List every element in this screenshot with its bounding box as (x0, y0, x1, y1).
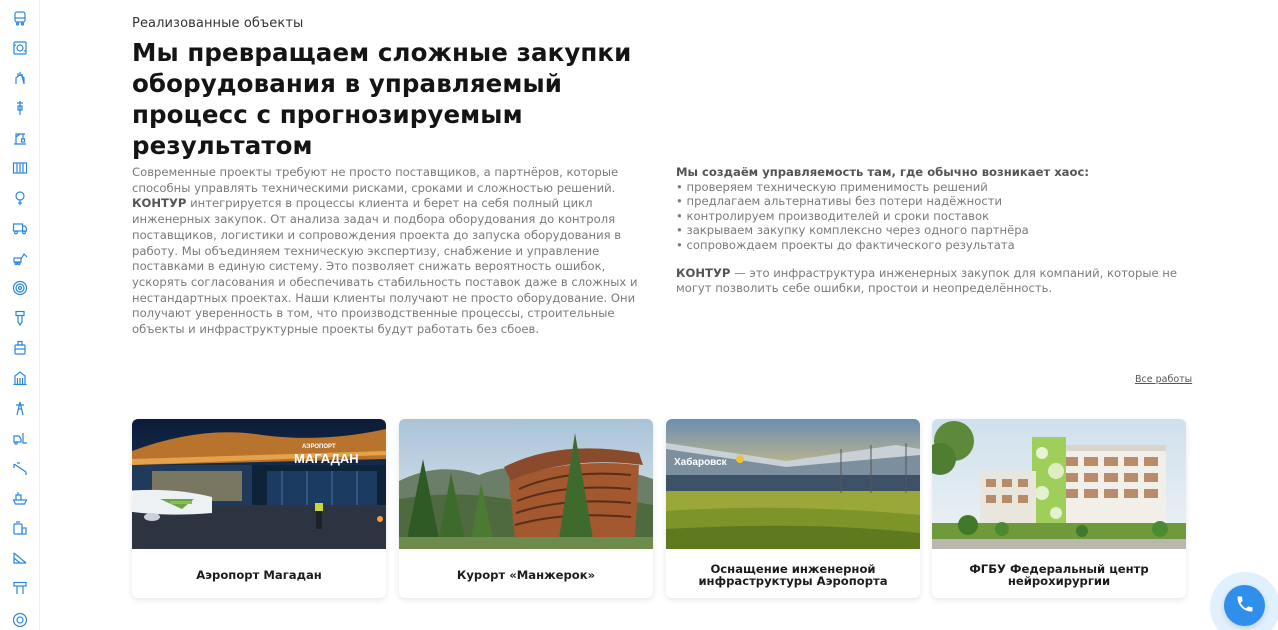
value-list (676, 180, 1196, 253)
projects-grid (132, 419, 1186, 599)
phone-icon (1235, 594, 1255, 618)
airport-sign-small: АЭРОПОРТ (302, 444, 336, 450)
project-title: Курорт «Манжерок» (456, 567, 596, 582)
value-outro (676, 266, 1196, 295)
drill-icon[interactable] (12, 310, 28, 326)
brand-name: КОНТУР (132, 196, 187, 211)
all-works-link[interactable]: Все работы (1135, 374, 1193, 385)
project-image-neurosurgery (932, 419, 1186, 549)
pylon-icon[interactable] (12, 400, 28, 416)
airport-sign: МАГАДАН (294, 451, 359, 466)
project-title: Оснащение инженерной инфраструктуры Аэропорта (698, 561, 888, 588)
project-image-magadan (132, 419, 386, 549)
forklift-icon[interactable] (12, 430, 28, 446)
project-card-manzherok[interactable] (399, 419, 653, 598)
crane-icon[interactable] (12, 130, 28, 146)
conveyor-icon[interactable] (12, 460, 28, 476)
call-button[interactable] (1224, 585, 1265, 626)
project-image-manzherok (399, 419, 653, 549)
value-proposition (676, 165, 1196, 295)
page-title: Мы превращаем сложные закупки оборудования в управляемый процесс с прогнозируемым результатом (132, 38, 632, 160)
intro-text (132, 165, 652, 338)
ship-icon[interactable] (12, 490, 28, 506)
network-icon[interactable] (12, 550, 28, 566)
truck-icon[interactable] (12, 220, 28, 236)
intro-paragraph-1: Современные проекты требуют не просто поставщиков, а партнёров, которые способны управлять техническими рисками, сроками и сложностью решений. (132, 165, 619, 195)
signpost-icon[interactable] (12, 580, 28, 596)
pump-icon[interactable] (12, 340, 28, 356)
project-title: ФГБУ Федеральный центр нейрохирургии (969, 561, 1149, 588)
project-title: Аэропорт Магадан (196, 567, 322, 582)
value-list-item: • предлагаем альтернативы без потери надёжности (676, 194, 1196, 209)
project-card-neurosurgery-center[interactable] (932, 419, 1186, 598)
project-card-magadan[interactable] (132, 419, 386, 598)
excavator-icon[interactable] (12, 250, 28, 266)
gear-icon[interactable] (12, 612, 28, 628)
project-card-airport-infrastructure[interactable] (666, 419, 920, 598)
bus-icon[interactable] (12, 10, 28, 26)
value-list-item: • сопровождаем проекты до фактического результата (676, 238, 1196, 253)
hand-icon[interactable] (12, 70, 28, 86)
brand-name: КОНТУР (676, 266, 731, 280)
section-eyebrow: Реализованные объекты (132, 16, 304, 31)
tank-icon[interactable] (12, 520, 28, 536)
intro-paragraph-2: интегрируется в процессы клиента и берет на себя полный цикл инженерных закупок. От анализа задач и подбора оборудования до контроля поставщиков, логистики и сопровождения проекта до запуска оборудования в работу. Мы объединяем техническую экспертизу, снабжение и управление поставками в единую систему. Это позволяет снижать вероятность ошибок, ускорять согласования и обеспечивать стабильность поставок даже в сложных и нестандартных проектах. Наши клиенты получают не просто оборудование. Они получают уверенность в том, что производственные процессы, строительные объекты и инфраструктурные проекты будут работать без сбоев. (132, 196, 638, 337)
film-icon[interactable] (12, 40, 28, 56)
lamp-icon[interactable] (12, 190, 28, 206)
target-icon[interactable] (12, 280, 28, 296)
factory-line-icon[interactable] (12, 160, 28, 176)
pipe-valve-icon[interactable] (12, 100, 28, 116)
building-icon[interactable] (12, 370, 28, 386)
value-lead: Мы создаём управляемость там, где обычно возникает хаос: (676, 165, 1089, 179)
value-list-item: • контролируем производителей и сроки поставок (676, 209, 1196, 224)
project-image-airport (666, 419, 920, 549)
value-list-item: • закрываем закупку комплексно через одного партнёра (676, 223, 1196, 238)
airport-sign: Хабаровск (674, 457, 727, 468)
value-outro-text: — это инфраструктура инженерных закупок для компаний, которые не могут позволить себе ошибки, простои и неопределённость. (676, 266, 1178, 295)
value-list-item: • проверяем техническую применимость решений (676, 180, 1196, 195)
category-sidebar (0, 0, 40, 630)
